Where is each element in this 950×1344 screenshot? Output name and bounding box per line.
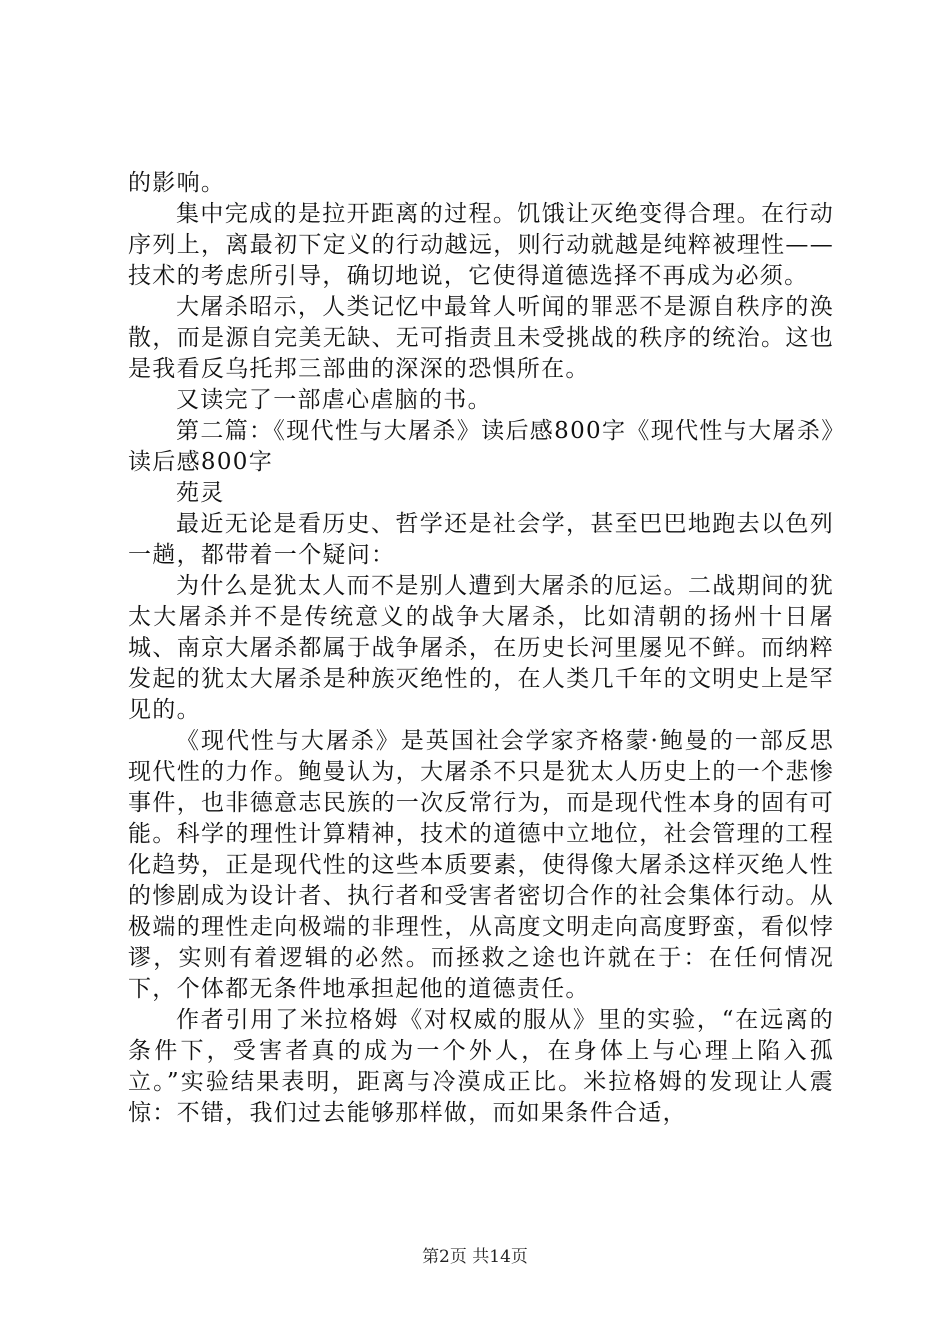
page-number: 第2页 共14页 bbox=[422, 1247, 528, 1267]
paragraph: 又读完了一部虐心虐脑的书。 bbox=[176, 387, 492, 413]
paragraph: 的影响。 bbox=[128, 170, 226, 196]
body-text bbox=[128, 168, 834, 1129]
paragraph: 《现代性与大屠杀》是英国社会学家齐格蒙·鲍曼的一部反思现代性的力作。鲍曼认为，大屠杀不只是犹太人历史上的一个悲惨事件，也非德意志民族的一次反常行为，而是现代性本身的固有可能。科学的理性计算精神，技术的道德中立地位，社会管理的工程化趋势，正是现代性的这些本质要素，使得像大屠杀这样灭绝人性的惨剧成为设计者、执行者和受害者密切合作的社会集体行动。从极端的理性走向极端的非理性，从高度文明走向高度野蛮，看似悖谬，实则有着逻辑的必然。而拯救之途也许就在于：在任何情况下，个体都无条件地承担起他的道德责任。 bbox=[128, 728, 834, 1002]
paragraph: 最近无论是看历史、哲学还是社会学，甚至巴巴地跑去以色列一趟，都带着一个疑问： bbox=[128, 511, 834, 568]
paragraph: 作者引用了米拉格姆《对权威的服从》里的实验，“在远离的条件下，受害者真的成为一个外人，在身体上与心理上陷入孤立。”实验结果表明，距离与冷漠成正比。米拉格姆的发现让人震惊：不错，我们过去能够那样做，而如果条件合适， bbox=[128, 1007, 834, 1126]
section-heading: 第二篇：《现代性与大屠杀》读后感800字《现代性与大屠杀》读后感800字 bbox=[128, 418, 834, 475]
paragraph: 集中完成的是拉开距离的过程。饥饿让灭绝变得合理。在行动序列上，离最初下定义的行动越远，则行动就越是纯粹被理性——技术的考虑所引导，确切地说，它使得道德选择不再成为必须。 bbox=[128, 201, 834, 289]
author-name: 苑灵 bbox=[176, 480, 225, 506]
paragraph: 大屠杀昭示，人类记忆中最耸人听闻的罪恶不是源自秩序的涣散，而是源自完美无缺、无可指责且未受挑战的秩序的统治。这也是我看反乌托邦三部曲的深深的恐惧所在。 bbox=[128, 294, 834, 382]
paragraph: 为什么是犹太人而不是别人遭到大屠杀的厄运。二战期间的犹太大屠杀并不是传统意义的战争大屠杀，比如清朝的扬州十日屠城、南京大屠杀都属于战争屠杀，在历史长河里屡见不鲜。而纳粹发起的犹太大屠杀是种族灭绝性的，在人类几千年的文明史上是罕见的。 bbox=[128, 573, 834, 723]
